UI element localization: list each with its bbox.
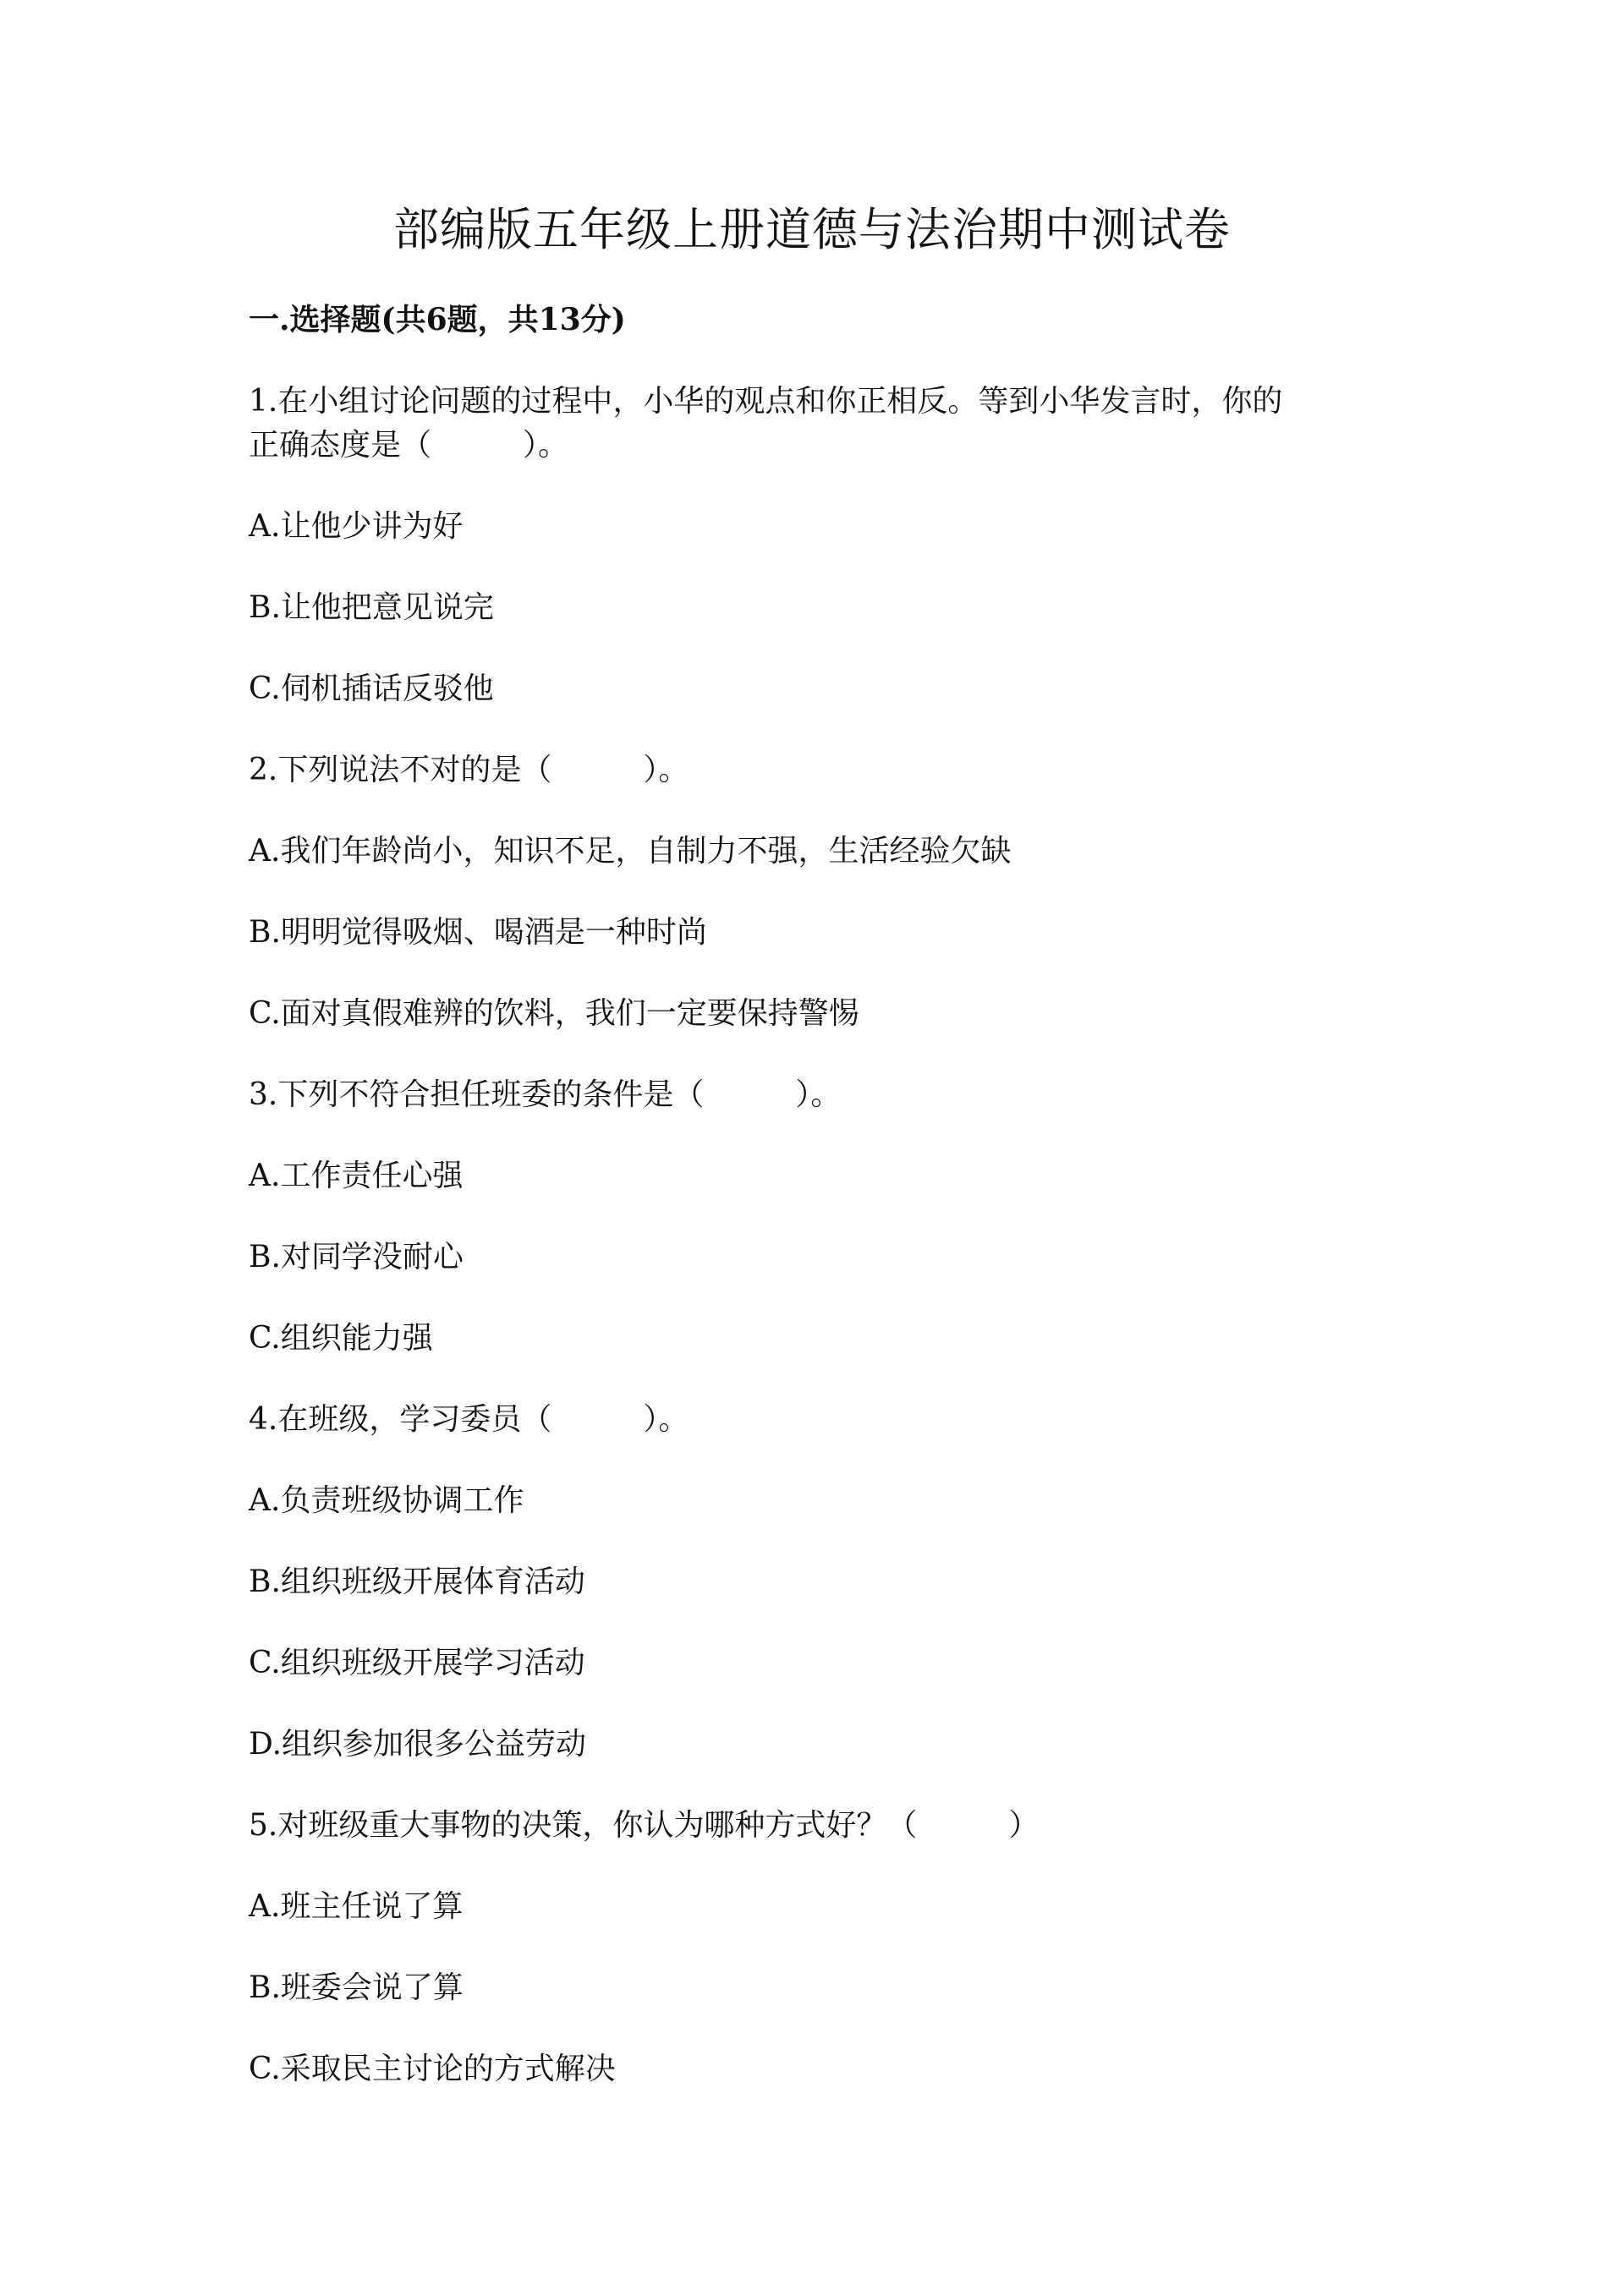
question-stem-4: 4.在班级，学习委员（ ）。 [249,1402,689,1437]
option-5c: C.采取民主讨论的方式解决 [249,2052,616,2086]
question-stem-3: 3.下列不符合担任班委的条件是（ ）。 [249,1077,842,1112]
question-stem-2: 2.下列说法不对的是（ ）。 [249,753,689,787]
option-3a: A.工作责任心强 [249,1159,464,1193]
option-3b: B.对同学没耐心 [249,1240,464,1274]
section-heading: 一.选择题(共6题，共13分) [249,302,626,337]
option-2b: B.明明觉得吸烟、喝酒是一种时尚 [249,915,707,950]
page-title: 部编版五年级上册道德与法治期中测试卷 [393,203,1231,256]
option-2a: A.我们年龄尚小，知识不足，自制力不强，生活经验欠缺 [249,834,1012,869]
option-1b: B.让他把意见说完 [249,590,494,625]
option-4b: B.组织班级开展体育活动 [249,1564,585,1599]
option-1c: C.伺机插话反驳他 [249,671,494,706]
question-stem-5: 5.对班级重大事物的决策，你认为哪种方式好？（ ） [249,1808,1040,1843]
option-3c: C.组织能力强 [249,1321,433,1356]
option-4a: A.负责班级协调工作 [249,1483,524,1518]
option-5b: B.班委会说了算 [249,1970,464,2005]
option-4c: C.组织班级开展学习活动 [249,1646,585,1680]
option-1a: A.让他少讲为好 [249,509,464,544]
question-stem-1: 1.在小组讨论问题的过程中，小华的观点和你正相反。等到小华发言时，你的 [249,384,1283,419]
option-2c: C.面对真假难辨的饮料，我们一定要保持警惕 [249,996,859,1031]
question-stem-1-cont: 正确态度是（ ）。 [249,428,569,463]
option-5a: A.班主任说了算 [249,1889,464,1924]
option-4d: D.组织参加很多公益劳动 [249,1727,587,1762]
